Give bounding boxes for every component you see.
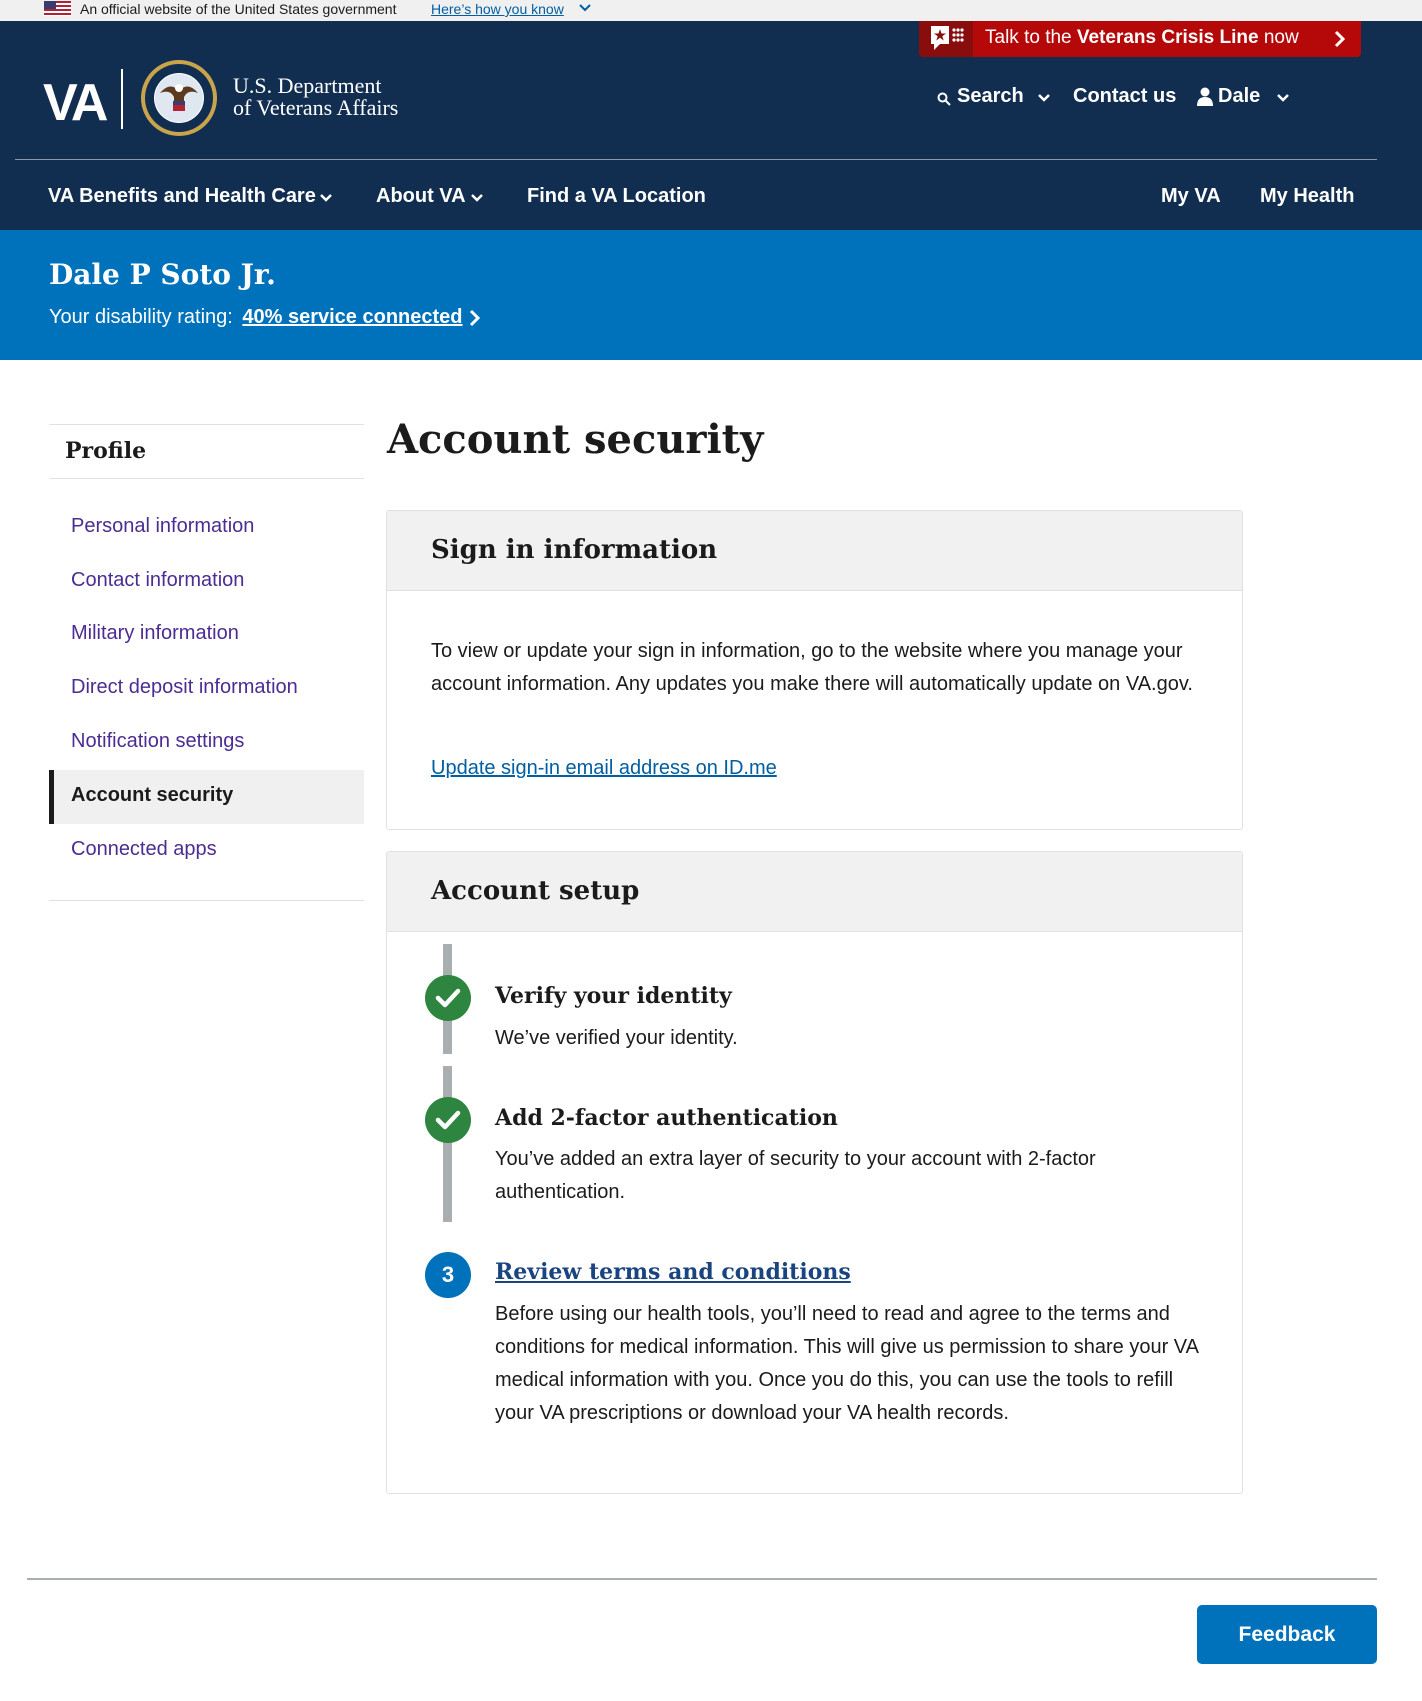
disability-rating-link[interactable]: 40% service connected — [242, 306, 463, 328]
crisis-line-text[interactable] — [985, 27, 1299, 49]
sidebar-item-direct-deposit[interactable] — [49, 662, 364, 716]
crisis-line-prefix: Talk to the — [985, 27, 1077, 48]
chevron-down-icon[interactable] — [578, 1, 592, 15]
gov-banner-text: An official website of the United States government — [80, 1, 397, 17]
footer-divider — [27, 1578, 1377, 1580]
dept-line-1: U.S. Department — [233, 73, 382, 98]
crisis-chat-icon — [930, 25, 964, 51]
step-description: Before using our health tools, you’ll need to read and agree to the terms and conditions for medical information. This will give us permission to share your VA medical information with you. Once you do this, you can use the tools to refill your VA prescriptions or download your VA health records. — [495, 1303, 1198, 1424]
header-divider — [15, 159, 1377, 160]
logo-divider — [121, 69, 123, 129]
how-you-know-link[interactable]: Here’s how you know — [431, 1, 564, 17]
crisis-line-suffix: now — [1258, 27, 1299, 48]
step-title-verify-identity: Verify your identity — [495, 983, 732, 1009]
step-connector-line — [443, 1066, 452, 1222]
step-description: You’ve added an extra layer of security to your account with 2-factor authentication. — [495, 1148, 1096, 1203]
chevron-down-icon[interactable] — [470, 192, 484, 204]
checkmark-icon — [435, 986, 461, 1010]
sidebar-item-label: Contact information — [71, 569, 245, 591]
chevron-down-icon[interactable] — [1037, 92, 1051, 104]
contact-us-link[interactable]: Contact us — [1073, 85, 1177, 107]
sidebar-item-label: Notification settings — [71, 730, 245, 752]
sidebar-item-label: Personal information — [71, 515, 255, 537]
page-title: Account security — [387, 416, 764, 463]
review-terms-link[interactable]: Review terms and conditions — [495, 1259, 851, 1285]
step-complete-icon — [425, 975, 471, 1021]
sidebar-item-label: Direct deposit information — [71, 676, 298, 698]
user-icon[interactable] — [1196, 87, 1214, 107]
account-setup-card — [386, 851, 1243, 1494]
sidebar-item-label: Connected apps — [71, 838, 217, 860]
step-number-badge: 3 — [425, 1252, 471, 1298]
sidebar-item-label: Account security — [71, 784, 234, 806]
dept-line-2: of Veterans Affairs — [233, 95, 399, 120]
profile-hero — [0, 230, 1422, 360]
update-sign-in-email-link[interactable]: Update sign-in email address on ID.me — [431, 757, 777, 779]
us-flag-icon — [44, 1, 71, 16]
chevron-down-icon[interactable] — [1276, 92, 1290, 104]
va-seal-icon[interactable] — [140, 59, 218, 137]
chevron-right-icon — [1333, 30, 1347, 48]
checkmark-icon — [435, 1108, 461, 1132]
card-header — [387, 511, 1242, 591]
sidebar-divider — [49, 900, 364, 901]
disability-rating — [49, 306, 463, 329]
step-complete-icon — [425, 1097, 471, 1143]
feedback-button[interactable]: Feedback — [1197, 1605, 1377, 1664]
sidebar-item-notification-settings[interactable] — [49, 716, 364, 770]
step-title-2fa: Add 2-factor authentication — [495, 1105, 838, 1131]
sidebar-item-contact-information[interactable] — [49, 555, 364, 609]
chevron-right-icon[interactable] — [468, 308, 482, 328]
sidebar-item-personal-information[interactable] — [49, 501, 364, 555]
sidebar-divider — [49, 478, 364, 479]
nav-about-va[interactable]: About VA — [376, 185, 466, 207]
sidebar-item-label: Military information — [71, 622, 239, 644]
sign-in-description: To view or update your sign in information, go to the website where you manage your account information. Any updates you make there will automatically update on VA.gov. — [431, 640, 1193, 695]
card-heading: Sign in information — [431, 535, 718, 565]
sidebar-item-account-security[interactable] — [49, 770, 364, 824]
search-icon[interactable] — [937, 92, 951, 106]
site-header — [0, 21, 1422, 230]
crisis-line-bold: Veterans Crisis Line — [1076, 27, 1259, 48]
step-description: We’ve verified your identity. — [495, 1027, 738, 1049]
card-heading: Account setup — [431, 876, 640, 906]
sidebar-divider — [49, 424, 364, 425]
search-button[interactable]: Search — [957, 85, 1024, 107]
nav-my-va[interactable]: My VA — [1161, 185, 1221, 207]
user-full-name: Dale P Soto Jr. — [49, 258, 276, 291]
nav-find-location[interactable]: Find a VA Location — [527, 185, 706, 207]
nav-va-benefits[interactable]: VA Benefits and Health Care — [48, 185, 316, 207]
disability-rating-label: Your disability rating: — [49, 306, 233, 328]
nav-my-health[interactable]: My Health — [1260, 185, 1355, 207]
crisis-line-icon-box — [919, 21, 973, 57]
department-name[interactable] — [233, 75, 398, 119]
sign-in-information-card — [386, 510, 1243, 830]
sidebar-title: Profile — [65, 438, 147, 464]
sidebar-item-military-information[interactable] — [49, 608, 364, 662]
card-header — [387, 852, 1242, 932]
chevron-down-icon[interactable] — [319, 192, 333, 204]
official-gov-banner — [0, 0, 1422, 21]
sidebar-item-connected-apps[interactable] — [49, 824, 364, 878]
va-logo[interactable]: VA — [43, 74, 106, 132]
user-menu-button[interactable]: Dale — [1218, 85, 1261, 107]
veterans-crisis-line-button[interactable] — [919, 21, 1361, 57]
